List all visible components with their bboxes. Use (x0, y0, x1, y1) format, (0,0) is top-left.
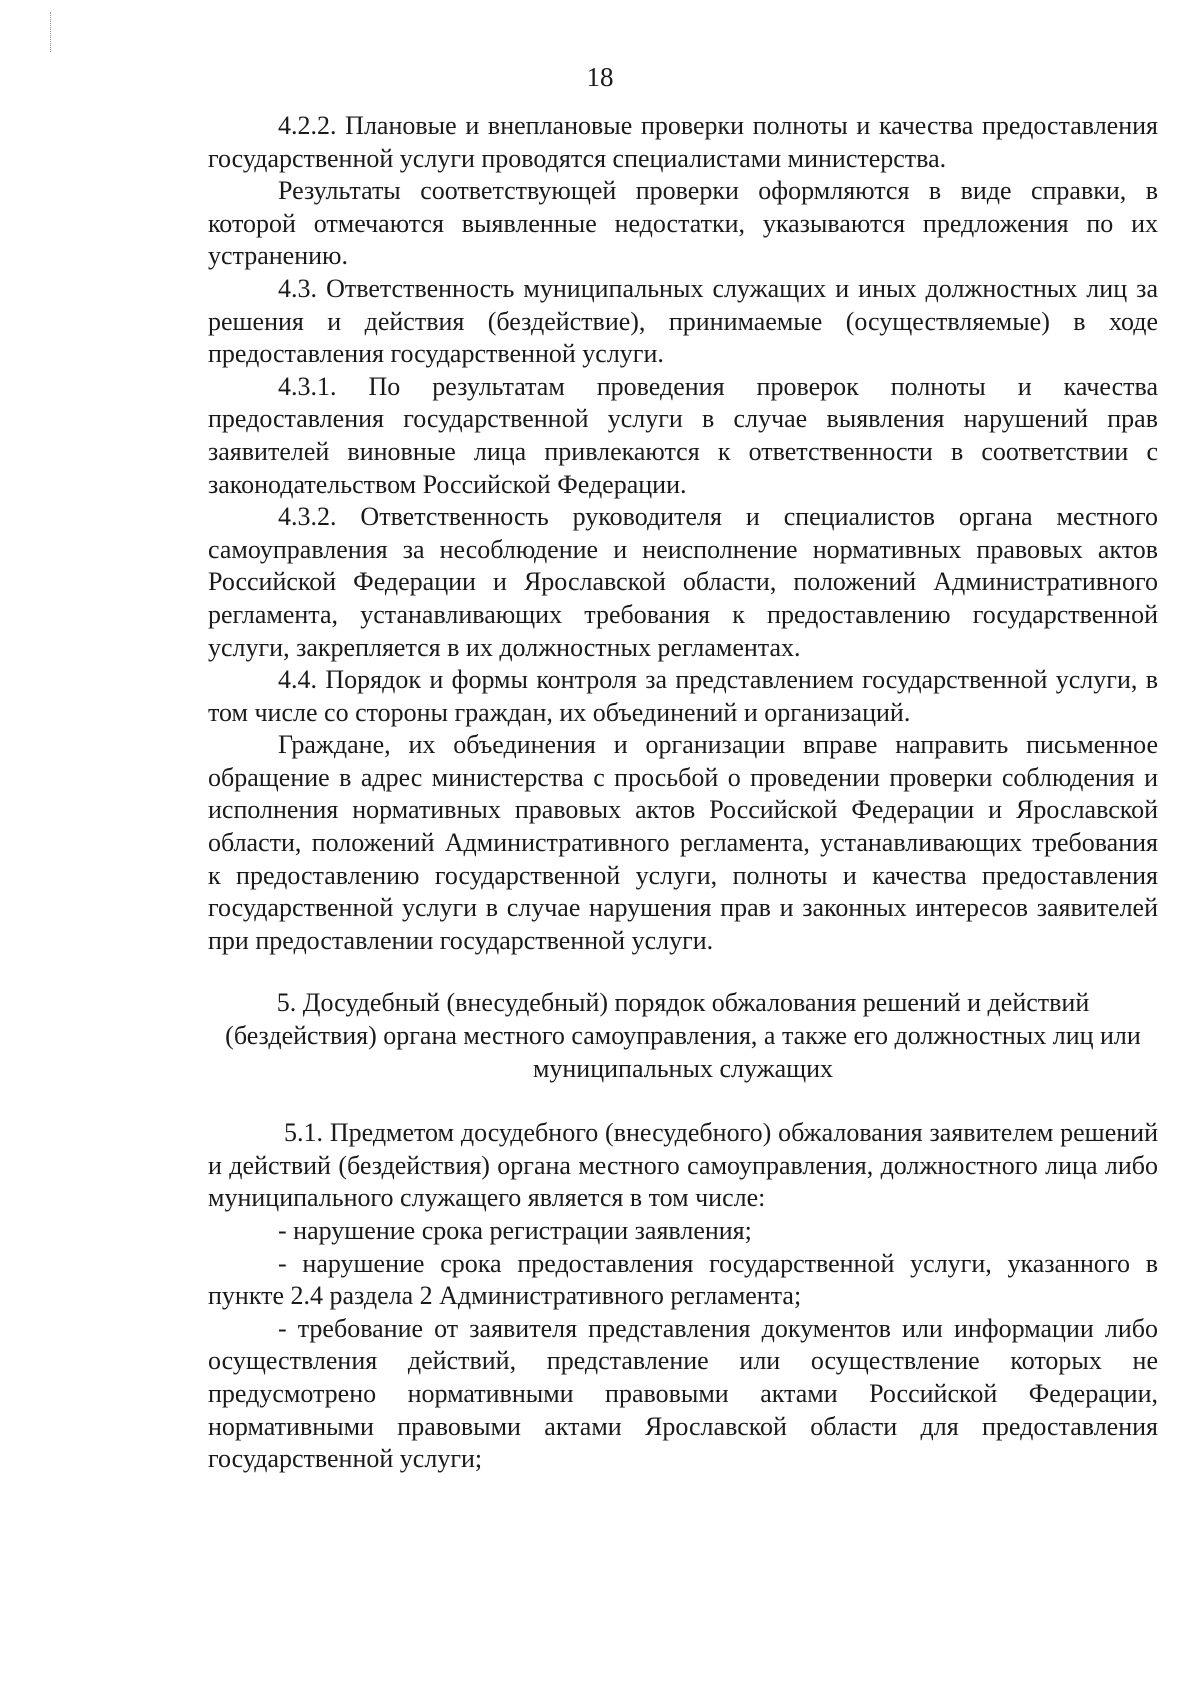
paragraph-4-3-1: 4.3.1. По результатам проведения проверок полноты и качества предоставления государственной услуги в случае выявления нарушений прав заявителей виновные лица привлекаются к ответственности в соответствии с законодательством Российской Федерации. (208, 371, 1158, 499)
paragraph-4-4: 4.4. Порядок и формы контроля за представлением государственной услуги, в том числе со стороны граждан, их объединений и организаций. (208, 665, 1158, 727)
paragraph-5-1: 5.1. Предметом досудебного (внесудебного) обжалования заявителем решений и действий (бездействия) органа местного самоуправления, должностного лица либо муниципального служащего является в том числе: (208, 1118, 1158, 1213)
paragraph-citizens-appeal: Граждане, их объединения и организации вправе направить письменное обращение в адрес министерства с просьбой о проведении проверки соблюдения и исполнения нормативных правовых актов Российской Федерации и Ярославской области, положений Административного регламента, устанавливающих требования к предоставлению государственной услуги, полноты и качества предоставления государственной услуги в случае нарушения прав и законных интересов заявителей при предоставлении государственной услуги. (208, 730, 1158, 955)
paragraph-4-3-2: 4.3.2. Ответственность руководителя и специалистов органа местного самоуправления за несоблюдение и неисполнение нормативных правовых актов Российской Федерации и Ярославской области, положений Административного регламента, устанавливающих требования к предоставлению государственной услуги, закрепляется в их должностных регламентах. (208, 502, 1158, 662)
scan-margin-mark (50, 12, 53, 52)
section-5-heading: 5. Досудебный (внесудебный) порядок обжалования решений и действий (бездействия) органа местного самоуправления, а также его должностных лиц или муниципальных служащих (225, 988, 1141, 1083)
document-body (208, 110, 1158, 1476)
paragraph-4-3: 4.3. Ответственность муниципальных служащих и иных должностных лиц за решения и действия (бездействие), принимаемые (осуществляемые) в ходе предоставления государственной услуги. (208, 273, 1158, 369)
list-item-document-requirement: - требование от заявителя представления документов или информации либо осуществления действий, представление или осуществление которых не предусмотрено нормативными правовыми актами Российской Федерации, нормативными правовыми актами Ярославской области для предоставления государственной услуги; (208, 1313, 1158, 1474)
page-number: 18 (586, 62, 614, 92)
paragraph-4-2-2: 4.2.2. Плановые и внеплановые проверки полноты и качества предоставления государственной услуги проводятся специалистами министерства. (208, 111, 1158, 173)
paragraph-check-results: Результаты соответствующей проверки оформляются в виде справки, в которой отмечаются выявленные недостатки, указываются предложения по их устранению. (208, 176, 1158, 271)
list-item-service-deadline: - нарушение срока предоставления государственной услуги, указанного в пункте 2.4 раздела 2 Административного регламента; (208, 1248, 1158, 1311)
list-item-registration-deadline: - нарушение срока регистрации заявления; (278, 1216, 752, 1245)
